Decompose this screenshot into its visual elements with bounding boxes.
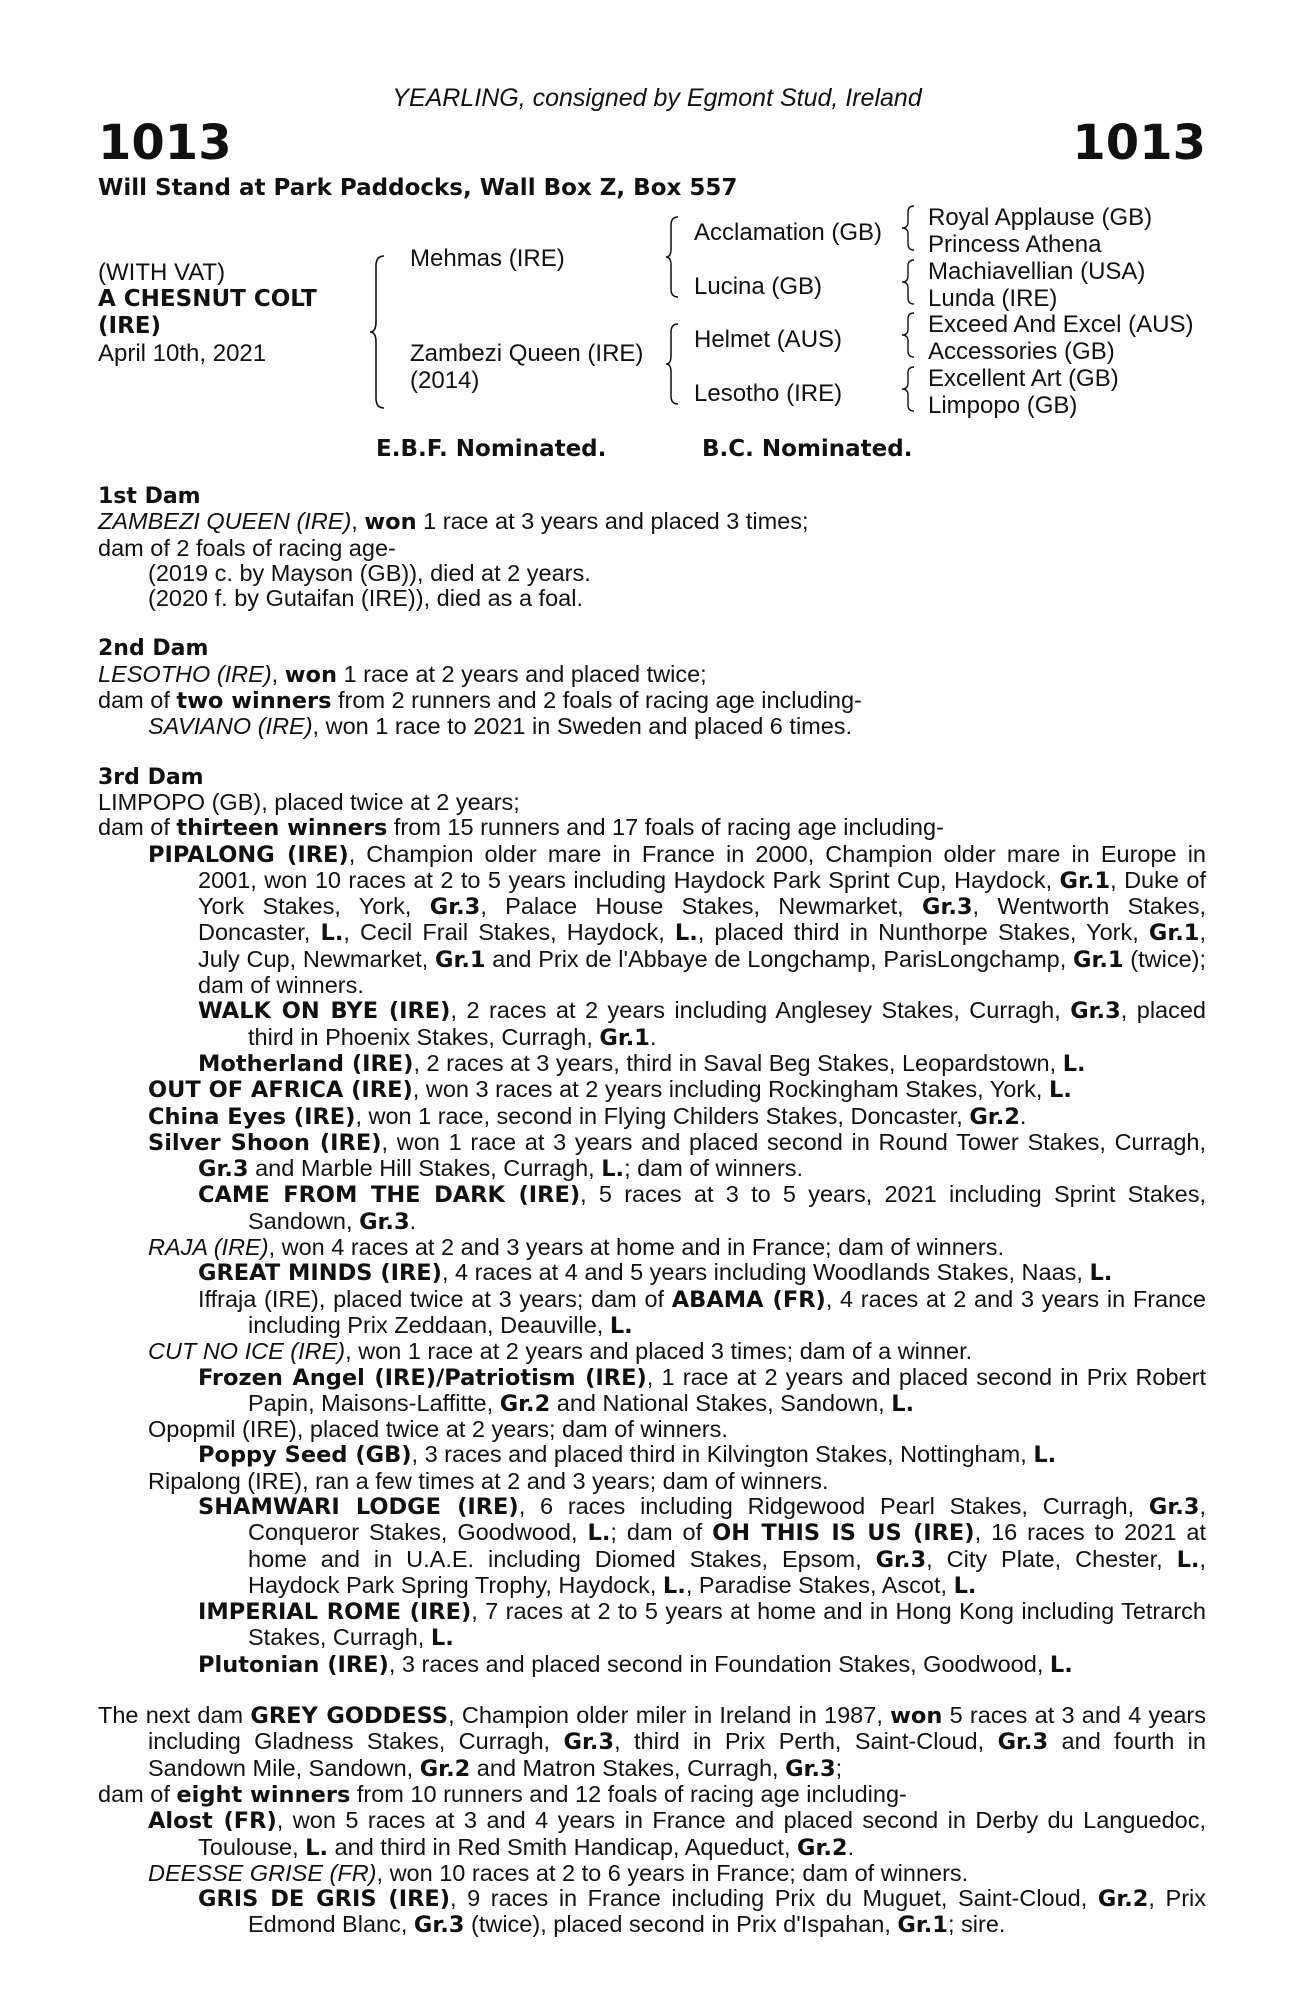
entry-paragraph [98,1652,1206,1678]
bold-text: two winners [176,688,332,715]
italic-text: LESOTHO (IRE) [98,660,272,687]
bold-text: Gr.3 [1070,998,1121,1025]
bold-text: L. [609,1312,633,1339]
entry-text: , City Plate, Chester, [926,1545,1177,1572]
bold-text: won [364,509,417,536]
bold-text: GREY GODDESS [250,1703,449,1730]
bold-text: Gr.1 [434,946,486,973]
entry-text: , won 4 races at 2 and 3 years at home and in France; dam of winners. [268,1234,1004,1261]
entry-paragraph [98,1130,1206,1183]
bold-text: Gr.2 [797,1834,848,1861]
bold-text: Silver Shoon (IRE) [148,1129,382,1156]
bold-text: Alost (FR) [148,1808,277,1835]
foaling-date: April 10th, 2021 [98,340,267,367]
italic-text: ZAMBEZI QUEEN (IRE) [98,508,352,535]
entry-paragraph [98,1235,1206,1260]
bold-text: thirteen winners [176,815,388,842]
entry-text: from 15 runners and 17 foals of racing age including- [387,814,944,841]
bold-text: Gr.1 [1072,946,1124,973]
entry-text: . [847,1833,855,1860]
bold-text: Gr.2 [419,1755,471,1782]
entry-text: , third in Prix Perth, Saint-Cloud, [614,1728,998,1755]
entry-text: , 2 races at 3 years, third in Saval Beg Stakes, Leopardstown, [413,1049,1063,1076]
bold-text: GRIS DE GRIS (IRE) [198,1886,451,1913]
bold-text: Gr.2 [1097,1886,1149,1913]
entry-text: , Cecil Frail Stakes, Haydock, [343,919,675,946]
entry-paragraph [98,1260,1206,1286]
catalogue-body [98,484,1206,1964]
entry-paragraph [98,662,1206,688]
bold-text: Gr.3 [359,1208,410,1235]
entry-text: Ripalong (IRE), ran a few times at 2 and 3 years; dam of winners. [148,1467,829,1494]
entry-paragraph [98,790,1206,815]
italic-text: RAJA (IRE) [148,1234,269,1261]
entry-text: dam of [98,1780,177,1807]
horse-origin: (IRE) [98,313,162,339]
entry-paragraph [98,688,1206,714]
bold-text: L. [430,1625,454,1652]
bold-text: eight winners [176,1781,351,1808]
entry-paragraph [98,1339,1206,1364]
section-title: 3rd Dam [98,764,204,790]
entry-text: , July Cup, Newmarket, [198,919,1206,972]
entry-text: Iffraja (IRE), placed twice at 3 years; dam of [198,1285,672,1312]
dam-brace [666,322,682,407]
entry-paragraph [98,1861,1206,1886]
entry-text: ; dam of [610,1519,713,1546]
entry-text: from 2 runners and 2 foals of racing age including- [331,687,862,714]
entry-text: , won 10 races at 2 to 6 years in France; dam of winners. [376,1859,969,1886]
entry-text: (2020 f. by Gutaifan (IRE)), died as a foal. [148,585,583,612]
granddam-line-4: Lunda (IRE) [928,285,1058,312]
entry-paragraph [98,509,1206,535]
bold-text: L. [320,920,344,947]
entry-paragraph [98,1494,1206,1599]
granddam-line-1: Royal Applause (GB) [928,204,1153,231]
bold-text: Gr.1 [897,1912,948,1939]
entry-text: , Wentworth Stakes, Doncaster, [198,893,1206,946]
bold-text: WALK ON BYE (IRE) [198,998,451,1025]
italic-text: SAVIANO (IRE) [148,713,313,740]
bold-text: OUT OF AFRICA (IRE) [148,1077,413,1104]
bold-text: PIPALONG (IRE) [148,841,349,868]
entry-text: , 16 races to 2021 at home and in U.A.E. including Diomed Stakes, Epsom, [248,1519,1207,1572]
granddam-line-6: Accessories (GB) [928,338,1115,365]
bold-text: L. [1176,1546,1200,1573]
bold-text: Gr.3 [875,1546,927,1573]
entry-text: , 3 races and placed third in Kilvington Stakes, Nottingham, [411,1441,1034,1468]
entry-paragraph [98,1365,1206,1418]
ebf-nomination: E.B.F. Nominated. [376,436,607,462]
entry-text: , won 1 race, second in Flying Childers Stakes, Doncaster, [355,1102,970,1129]
entry-paragraph [98,1886,1206,1939]
bold-text: CAME FROM THE DARK (IRE) [198,1182,581,1209]
bold-text: Gr.1 [1059,867,1111,894]
dam-year: (2014) [410,367,480,394]
entry-text: , Champion older miler in Ireland in 1987, [448,1702,891,1729]
entry-paragraph [98,815,1206,841]
dam-section [98,484,1206,611]
entry-text: , Paradise Stakes, Ascot, [685,1571,954,1598]
bold-text: Gr.2 [499,1390,551,1417]
dam-section [98,636,1206,739]
entry-text: . [649,1023,657,1050]
bold-text: Frozen Angel (IRE)/Patriotism (IRE) [198,1364,647,1391]
entry-text: (twice), placed second in Prix d'Ispahan, [464,1911,898,1938]
dam-section [98,1703,1206,1939]
entry-text: , Conqueror Stakes, Goodwood, [248,1492,1206,1546]
entry-text: 5 races at 3 and 4 years including Gladness Stakes, Curragh, [148,1702,1206,1755]
entry-text: , 4 races at 2 and 3 years in France including Prix Zeddaan, Deauville, [248,1285,1207,1338]
entry-paragraph [98,1469,1206,1494]
entry-text: from 10 runners and 12 foals of racing age including- [350,1780,907,1807]
entry-paragraph [98,1782,1206,1808]
bold-text: China Eyes (IRE) [148,1103,356,1130]
bold-text: L. [674,920,698,947]
bold-text: ABAMA (FR) [671,1286,826,1313]
lot-number-right: 1013 [1072,115,1206,171]
entry-text: , placed third in Nunthorpe Stakes, York, [697,919,1149,946]
bold-text: L. [953,1572,977,1599]
entry-text: , placed third in Phoenix Stakes, Curragh, [248,997,1207,1050]
vat-label: (WITH VAT) [98,259,226,286]
granddam-line-3: Machiavellian (USA) [928,258,1146,285]
brace-g4 [902,365,918,413]
entry-text: (twice); dam of winners. [198,945,1206,999]
bold-text: L. [1033,1442,1057,1469]
bold-text: Gr.3 [429,894,481,921]
dam-section [98,765,1206,1678]
bold-text: Motherland (IRE) [198,1050,414,1077]
granddam-line-5: Exceed And Excel (AUS) [928,311,1194,338]
entry-text: (2019 c. by Mayson (GB)), died at 2 years. [148,559,591,586]
entry-text: , 7 races at 2 to 5 years at home and in Hong Kong including Tetrarch Stakes, Curragh, [248,1598,1206,1651]
bold-text: SHAMWARI LODGE (IRE) [198,1493,519,1520]
bold-text: L. [891,1390,915,1417]
bold-text: L. [587,1520,611,1547]
granddam-line-2: Princess Athena [928,231,1102,258]
sire-dam: Lucina (GB) [694,273,823,300]
sire-name: Mehmas (IRE) [410,245,565,272]
bold-text: Gr.3 [921,894,973,921]
entry-text: , 2 races at 2 years including Anglesey Stakes, Curragh, [450,997,1071,1024]
entry-paragraph [98,1104,1206,1130]
entry-paragraph [98,842,1206,999]
entry-paragraph [98,561,1206,586]
stand-location: Will Stand at Park Paddocks, Wall Box Z, Box 557 [98,175,738,201]
entry-paragraph [98,1077,1206,1103]
bold-text: Gr.1 [599,1024,650,1051]
granddam-line-7: Excellent Art (GB) [928,365,1119,392]
bold-text: OH THIS IS US (IRE) [712,1520,975,1547]
bold-text: L. [601,1156,625,1183]
bold-text: L. [1089,1260,1113,1287]
entry-text: , 9 races in France including Prix du Muguet, Saint-Cloud, [450,1885,1098,1912]
bold-text: Poppy Seed (GB) [198,1442,412,1469]
bold-text: won [284,661,337,688]
entry-text: . [1019,1102,1027,1129]
entry-text: and fourth in Sandown Mile, Sandown, [148,1728,1206,1781]
lot-number-left: 1013 [98,115,232,171]
entry-text: 1 race at 2 years and placed twice; [337,660,707,687]
bold-text: L. [1049,1651,1073,1678]
entry-text: dam of [98,687,177,714]
entry-text: The next dam [98,1702,251,1729]
entry-text: and Prix de l'Abbaye de Longchamp, ParisLongchamp, [485,945,1073,972]
brace-g3 [902,311,918,359]
entry-text: , 1 race at 2 years and placed second in Prix Robert Papin, Maisons-Laffitte, [248,1363,1206,1416]
entry-text: , Palace House Stakes, Newmarket, [480,893,922,920]
italic-text: CUT NO ICE (IRE) [148,1338,346,1365]
bold-text: L. [1062,1050,1086,1077]
entry-paragraph [98,536,1206,561]
horse-description: A CHESNUT COLT [98,286,317,312]
bold-text: Gr.3 [413,1912,465,1939]
bold-text: won [890,1703,943,1730]
entry-text: dam of [98,814,177,841]
bold-text: L. [662,1572,686,1599]
entry-text: and National Stakes, Sandown, [550,1389,892,1416]
bold-text: GREAT MINDS (IRE) [198,1260,442,1287]
sire-sire: Acclamation (GB) [694,219,883,246]
entry-text: , Haydock Park Spring Trophy, Haydock, [248,1545,1206,1598]
entry-text: . [409,1207,417,1234]
entry-paragraph [98,586,1206,611]
bold-text: Gr.1 [1148,920,1200,947]
entry-text: , 6 races including Ridgewood Pearl Stakes, Curragh, [518,1492,1149,1519]
dam-dam: Lesotho (IRE) [694,380,843,407]
brace-g1 [902,204,918,252]
italic-text: DEESSE GRISE (FR) [148,1859,377,1886]
consignment-line: YEARLING, consigned by Egmont Stud, Ireland [392,84,922,112]
bold-text: Gr.3 [785,1755,836,1782]
bold-text: L. [305,1834,329,1861]
entry-text: , won 1 race at 3 years and placed second in Round Tower Stakes, Curragh, [381,1128,1206,1155]
entry-text: , 5 races at 3 to 5 years, 2021 including Sprint Stakes, Sandown, [248,1181,1206,1234]
entry-text: ; sire. [947,1911,1006,1938]
main-brace [370,252,390,412]
entry-text: and third in Red Smith Handicap, Aqueduct, [328,1833,798,1860]
entry-text: LIMPOPO (GB), placed twice at 2 years; [98,788,520,815]
entry-paragraph [98,1599,1206,1652]
entry-text: , [351,508,365,535]
entry-paragraph [98,1442,1206,1468]
entry-text: ; [835,1754,843,1781]
entry-text: , Prix Edmond Blanc, [248,1885,1206,1938]
entry-text: , won 5 races at 3 and 4 years in France and placed second in Derby du Languedoc, Toulouse, [198,1807,1207,1860]
entry-text: , Champion older mare in France in 2000, Champion older mare in Europe in 2001, won 10 races at 2 to 5 years including Haydock Park Sprint Cup, Haydock, [198,840,1206,893]
entry-paragraph [98,714,1206,739]
entry-paragraph [98,1703,1206,1782]
bold-text: Gr.3 [997,1729,1049,1756]
entry-text: , [271,660,285,687]
entry-text: ; dam of winners. [624,1155,804,1182]
entry-text: , 3 races and placed second in Foundation Stakes, Goodwood, [388,1650,1050,1677]
entry-paragraph [98,998,1206,1051]
bold-text: Gr.3 [1148,1493,1200,1520]
bold-text: Plutonian (IRE) [198,1651,389,1678]
entry-paragraph [98,1182,1206,1235]
entry-text: Opopmil (IRE), placed twice at 2 years; dam of winners. [148,1416,728,1443]
dam-sire: Helmet (AUS) [694,326,843,353]
entry-text: , Duke of York Stakes, York, [198,866,1206,920]
entry-paragraph [98,1287,1206,1340]
entry-text: , won 1 race to 2021 in Sweden and placed 6 times. [312,713,853,740]
dam-name: Zambezi Queen (IRE) [410,340,644,367]
entry-text: 1 race at 3 years and placed 3 times; [416,508,809,535]
sire-brace [666,215,682,300]
entry-text: , won 1 race at 2 years and placed 3 times; dam of a winner. [345,1338,973,1365]
entry-text: , 4 races at 4 and 5 years including Woodlands Stakes, Naas, [441,1259,1090,1286]
entry-text: dam of 2 foals of racing age- [98,534,396,561]
bc-nomination: B.C. Nominated. [702,436,913,462]
brace-g2 [902,258,918,306]
entry-paragraph [98,1051,1206,1077]
bold-text: Gr.3 [198,1156,249,1183]
bold-text: Gr.2 [969,1103,1020,1130]
entry-paragraph [98,1808,1206,1861]
bold-text: L. [1048,1077,1072,1104]
section-title: 1st Dam [98,484,201,509]
entry-text: , won 3 races at 2 years including Rockingham Stakes, York, [412,1076,1049,1103]
granddam-line-8: Limpopo (GB) [928,392,1078,419]
section-title: 2nd Dam [98,636,209,662]
entry-paragraph [98,1417,1206,1442]
entry-text: and Marble Hill Stakes, Curragh, [248,1155,602,1182]
entry-text: and Matron Stakes, Curragh, [470,1754,786,1781]
bold-text: Gr.3 [563,1729,615,1756]
bold-text: IMPERIAL ROME (IRE) [198,1599,472,1626]
